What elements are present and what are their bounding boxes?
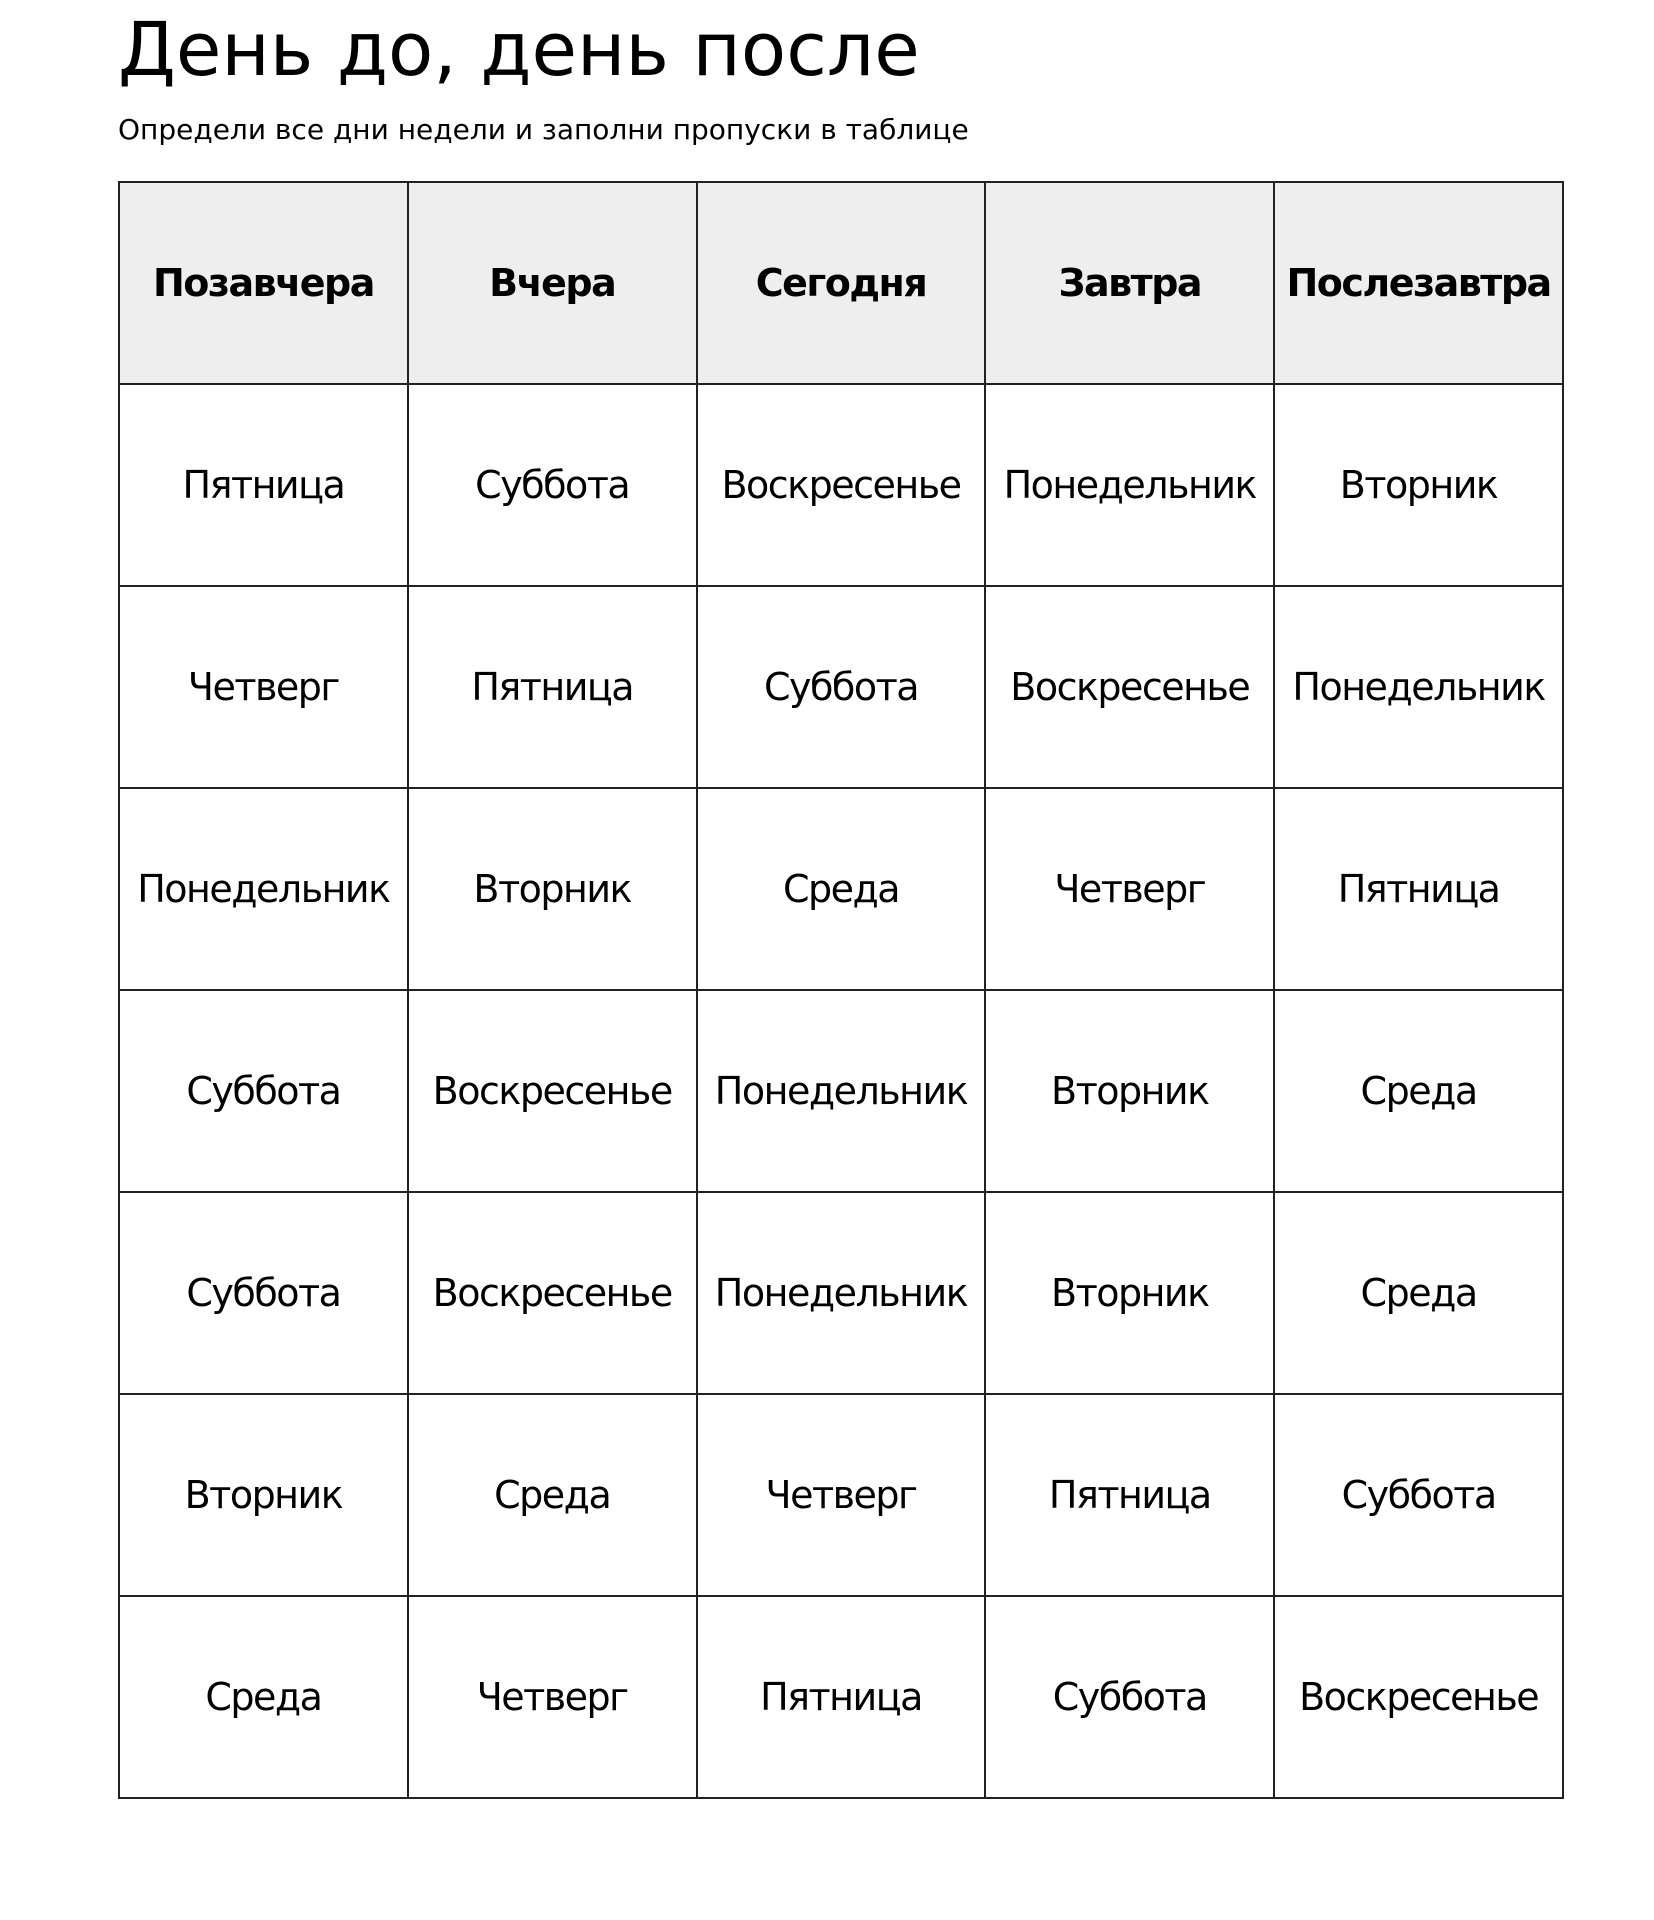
table-cell: Четверг xyxy=(408,1596,697,1798)
table-cell: Суббота xyxy=(697,586,986,788)
table-row xyxy=(119,384,1563,586)
header-yesterday: Вчера xyxy=(408,182,697,384)
table-cell: Воскресенье xyxy=(408,990,697,1192)
table-cell: Суббота xyxy=(408,384,697,586)
header-row xyxy=(119,182,1563,384)
table-cell: Пятница xyxy=(408,586,697,788)
table-cell: Понедельник xyxy=(1274,586,1563,788)
table-row xyxy=(119,788,1563,990)
header-today: Сегодня xyxy=(697,182,986,384)
table-cell: Пятница xyxy=(985,1394,1274,1596)
days-table xyxy=(118,181,1564,1799)
table-cell: Понедельник xyxy=(119,788,408,990)
table-row xyxy=(119,586,1563,788)
table-cell: Суббота xyxy=(119,1192,408,1394)
header-tomorrow: Завтра xyxy=(985,182,1274,384)
table-cell: Понедельник xyxy=(697,1192,986,1394)
table-cell: Среда xyxy=(1274,1192,1563,1394)
table-cell: Воскресенье xyxy=(1274,1596,1563,1798)
table-cell: Воскресенье xyxy=(408,1192,697,1394)
table-cell: Воскресенье xyxy=(697,384,986,586)
page-title: День до, день после xyxy=(118,7,920,93)
table-cell: Пятница xyxy=(119,384,408,586)
table-cell: Среда xyxy=(408,1394,697,1596)
table-cell: Понедельник xyxy=(985,384,1274,586)
table-cell: Суббота xyxy=(985,1596,1274,1798)
table-cell: Понедельник xyxy=(697,990,986,1192)
table-cell: Среда xyxy=(1274,990,1563,1192)
header-day-after-tomorrow: Послезавтра xyxy=(1274,182,1563,384)
table-cell: Среда xyxy=(119,1596,408,1798)
table-cell: Вторник xyxy=(408,788,697,990)
table-cell: Воскресенье xyxy=(985,586,1274,788)
table-row xyxy=(119,990,1563,1192)
table-row xyxy=(119,1596,1563,1798)
table-row xyxy=(119,1192,1563,1394)
table-cell: Вторник xyxy=(985,1192,1274,1394)
table-cell: Вторник xyxy=(1274,384,1563,586)
table-cell: Суббота xyxy=(1274,1394,1563,1596)
table-cell: Четверг xyxy=(697,1394,986,1596)
table-cell: Пятница xyxy=(1274,788,1563,990)
table-cell: Вторник xyxy=(985,990,1274,1192)
table-row xyxy=(119,1394,1563,1596)
table-cell: Четверг xyxy=(985,788,1274,990)
page-subtitle: Определи все дни недели и заполни пропуски в таблице xyxy=(118,113,969,146)
table-cell: Пятница xyxy=(697,1596,986,1798)
table-cell: Четверг xyxy=(119,586,408,788)
table-cell: Среда xyxy=(697,788,986,990)
table-cell: Суббота xyxy=(119,990,408,1192)
header-day-before-yesterday: Позавчера xyxy=(119,182,408,384)
table-cell: Вторник xyxy=(119,1394,408,1596)
